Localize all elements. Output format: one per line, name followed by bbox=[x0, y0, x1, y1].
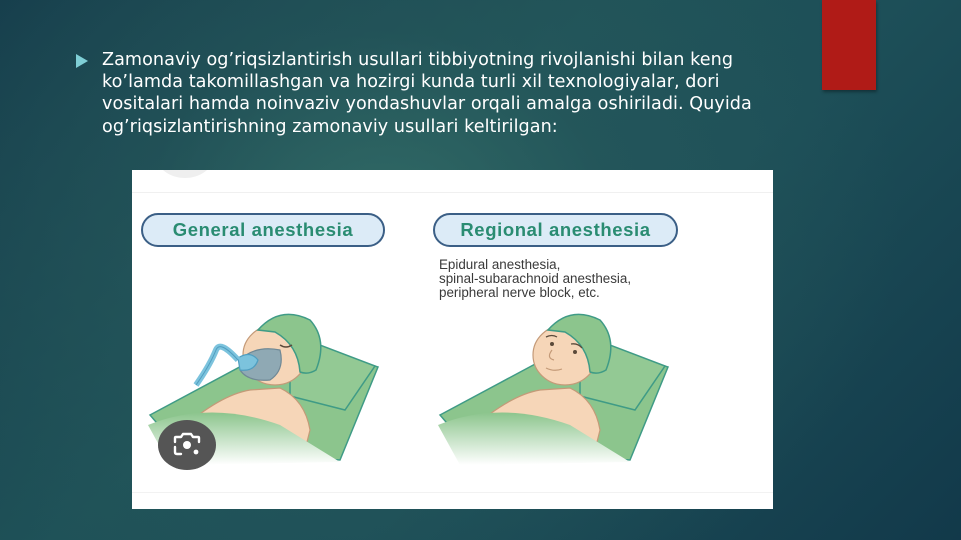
lens-search-button[interactable] bbox=[158, 420, 216, 470]
description-line: Epidural anesthesia, bbox=[439, 257, 561, 272]
divider bbox=[132, 192, 773, 193]
description-line: spinal-subarachnoid anesthesia, bbox=[439, 271, 632, 287]
bullet-text: Zamonaviy og’riqsizlantirish usullari tibbiyotning rivojlanishi bilan keng ko’lamda takomillashgan va hozirgi kunda turli xil texnologiyalar, dori vositalari hamda noinvaziv yondashuvlar orqali amalga oshiriladi. Quyida og’riqsizlantirishning zamonaviy usullari keltirilgan: bbox=[102, 50, 752, 137]
gray-circle-decoration bbox=[156, 170, 214, 178]
description-line: peripheral nerve block, etc. bbox=[439, 285, 600, 301]
regional-anesthesia-description bbox=[439, 258, 759, 301]
regional-anesthesia-text: Regional anesthesia bbox=[460, 219, 651, 240]
triangle-bullet-icon bbox=[76, 54, 88, 68]
general-anesthesia-label bbox=[141, 213, 385, 247]
lens-search-icon bbox=[172, 432, 202, 458]
awake-patient-illustration bbox=[430, 300, 680, 470]
general-anesthesia-text: General anesthesia bbox=[172, 219, 354, 240]
divider bbox=[132, 492, 773, 493]
red-accent-bar bbox=[822, 0, 876, 90]
anesthesia-figure bbox=[132, 170, 773, 509]
regional-anesthesia-label bbox=[433, 213, 678, 247]
